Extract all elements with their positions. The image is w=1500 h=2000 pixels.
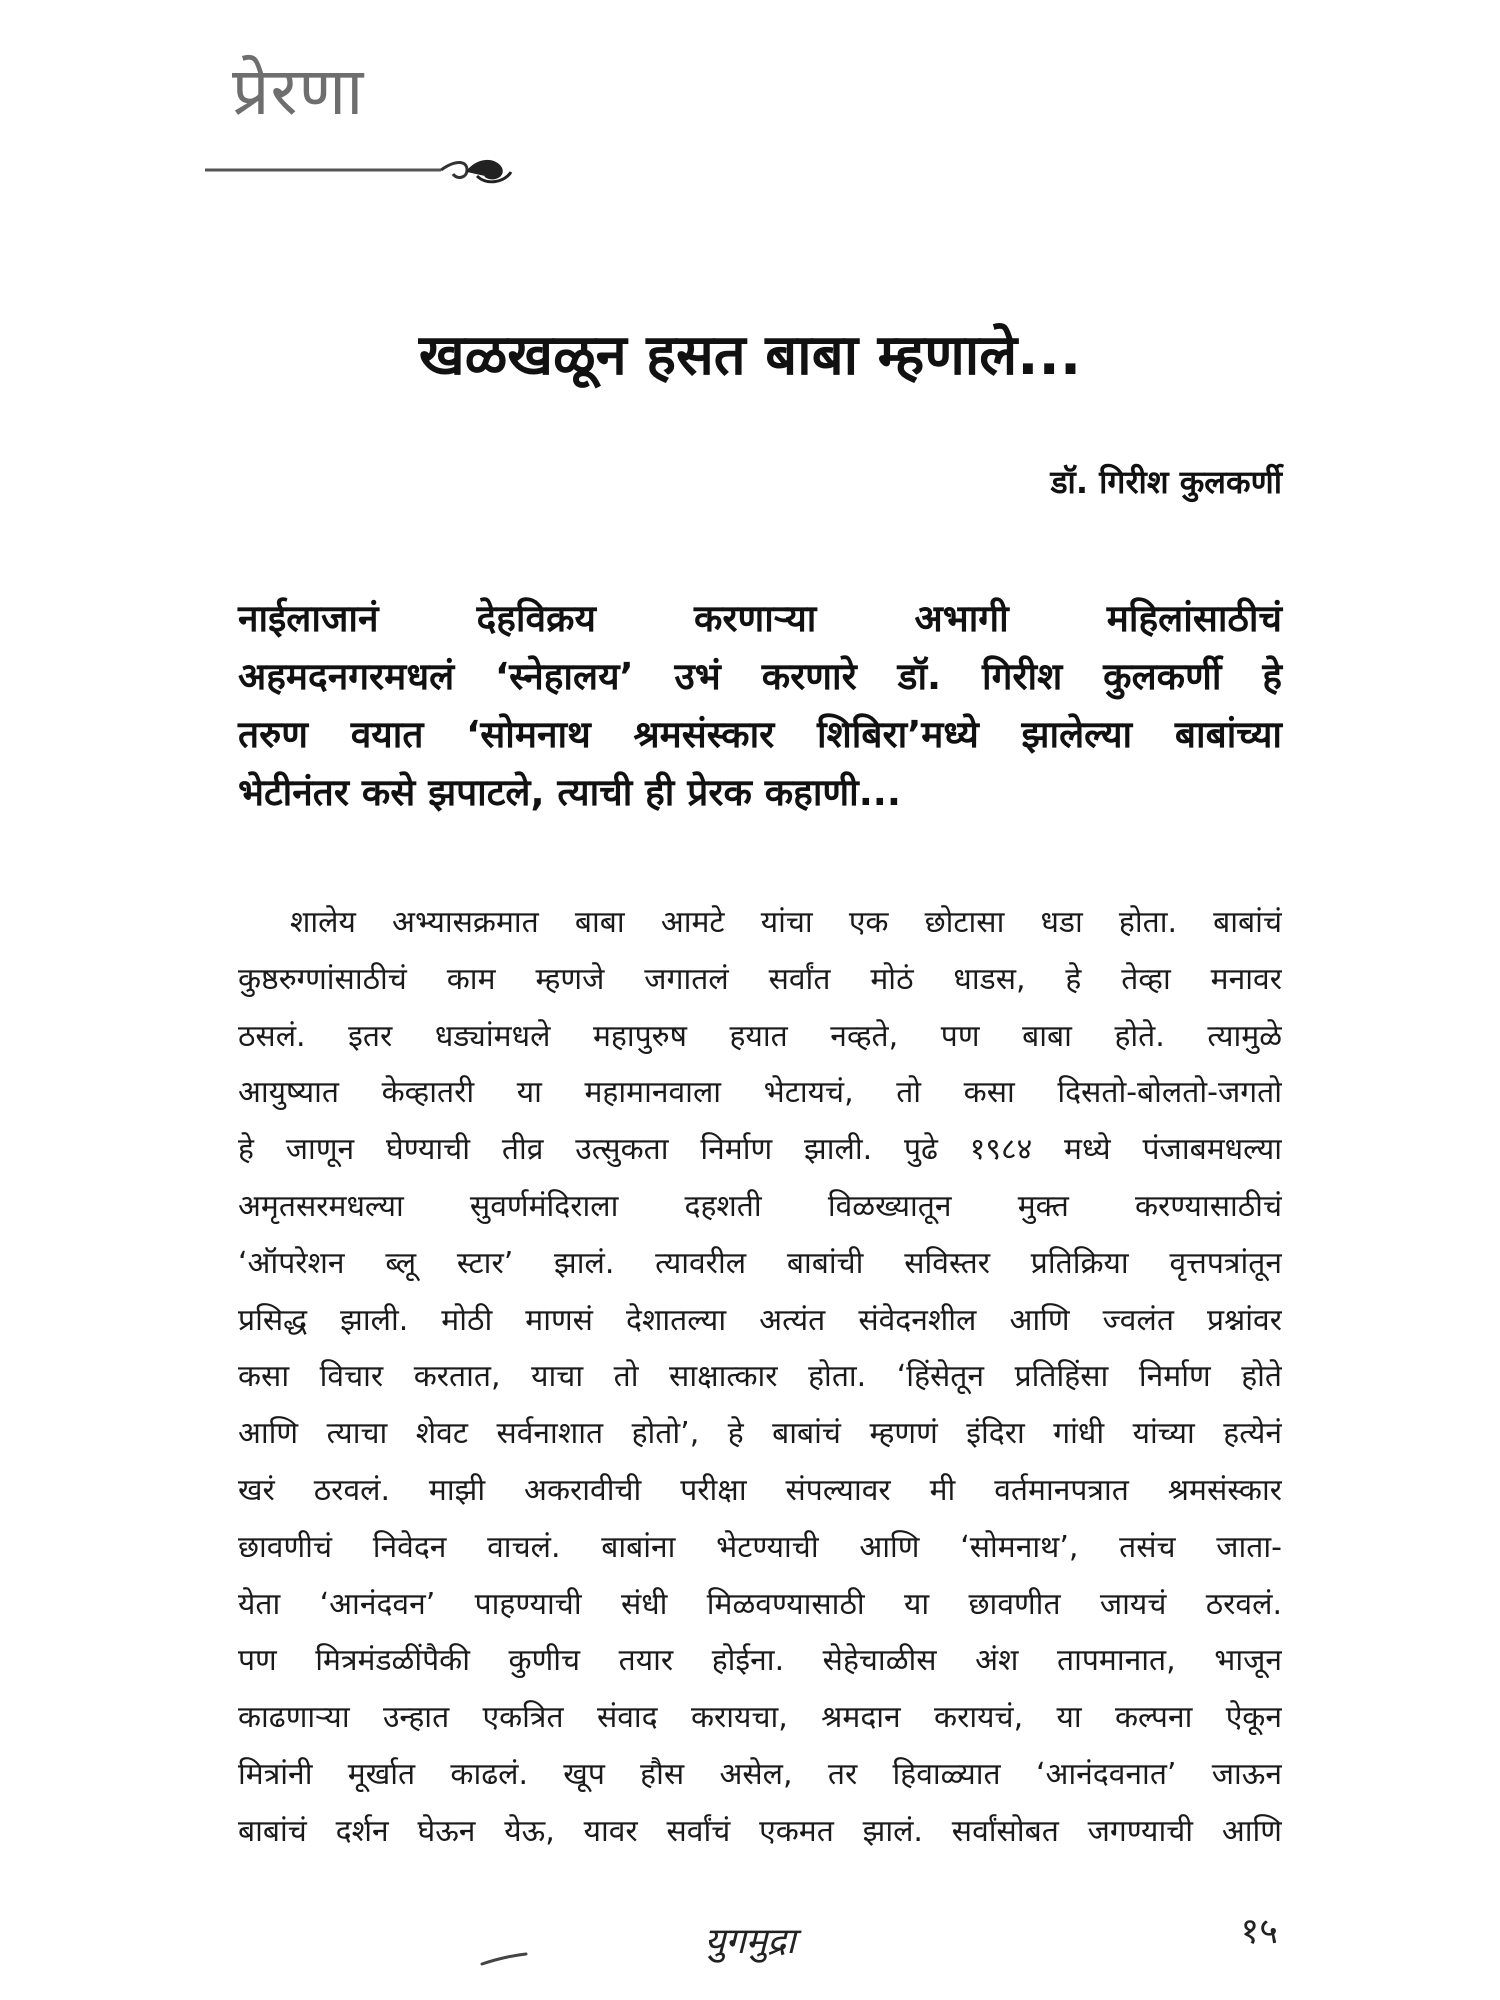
body-line: शालेय अभ्यासक्रमात बाबा आमटे यांचा एक छोटासा धडा होता. बाबांचं [290,905,1282,940]
body-line: ठसलं. इतर धड्यांमधले महापुरुष हयात नव्हते, पण बाबा होते. त्यामुळे [238,1018,1282,1054]
section-divider-ornament [205,150,525,190]
body-line: येता ‘आनंदवन’ पाहण्याची संधी मिळवण्यासाठी या छावणीत जायचं ठरवलं. [238,1586,1282,1622]
article-intro [238,590,1282,822]
article-author: डॉ. गिरीश कुलकर्णी [1050,463,1282,501]
intro-line: भेटीनंतर कसे झपाटले, त्याची ही प्रेरक कहाणी... [238,771,901,814]
intro-line: तरुण वयात ‘सोमनाथ श्रमसंस्कार शिबिरा’मध्ये झालेल्या बाबांच्या [238,713,1282,756]
publication-logo: युगमुद्रा [704,1921,796,1962]
body-line: खरं ठरवलं. माझी अकरावीची परीक्षा संपल्यावर मी वर्तमानपत्रात श्रमसंस्कार [238,1472,1282,1508]
intro-line: नाईलाजानं देहविक्रय करणाऱ्या अभागी महिलांसाठीचं [238,597,1282,640]
body-line: हे जाणून घेण्याची तीव्र उत्सुकता निर्माण झाली. पुढे १९८४ मध्ये पंजाबमधल्या [238,1132,1282,1168]
body-line: मित्रांनी मूर्खात काढलं. खूप हौस असेल, तर हिवाळ्यात ‘आनंदवनात’ जाऊन [238,1756,1282,1792]
body-line: कसा विचार करतात, याचा तो साक्षात्कार होता. ‘हिंसेतून प्रतिहिंसा निर्माण होते [238,1359,1282,1395]
body-line: आयुष्यात केव्हातरी या महामानवाला भेटायचं, तो कसा दिसतो-बोलतो-जगतो [238,1075,1282,1111]
intro-line: अहमदनगरमधलं ‘स्नेहालय’ उभं करणारे डॉ. गिरीश कुलकर्णी हे [238,655,1282,698]
article-title: खळखळून हसत बाबा म्हणाले... [418,323,1082,388]
body-line: पण मित्रमंडळींपैकी कुणीच तयार होईना. सेहेचाळीस अंश तापमानात, भाजून [238,1643,1282,1679]
page-number: १५ [1240,1911,1278,1952]
body-line: काढणाऱ्या उन्हात एकत्रित संवाद करायचा, श्रमदान करायचं, या कल्पना ऐकून [238,1700,1282,1736]
body-line: ‘ऑपरेशन ब्लू स्टार’ झालं. त्यावरील बाबांची सविस्तर प्रतिक्रिया वृत्तपत्रांतून [238,1245,1282,1281]
body-line: कुष्ठरुग्णांसाठीचं काम म्हणजे जगातलं सर्वांत मोठं धाडस, हे तेव्हा मनावर [238,961,1282,997]
section-label: प्रेरणा [232,53,365,130]
article-body [238,895,1282,1861]
body-line: प्रसिद्ध झाली. मोठी माणसं देशातल्या अत्यंत संवेदनशील आणि ज्वलंत प्रश्नांवर [238,1302,1282,1338]
body-line: बाबांचं दर्शन घेऊन येऊ, यावर सर्वांचं एकमत झालं. सर्वांसोबत जगण्याची आणि [238,1813,1282,1849]
body-line: आणि त्याचा शेवट सर्वनाशात होतो’, हे बाबांचं म्हणणं इंदिरा गांधी यांच्या हत्येनं [238,1416,1282,1452]
body-line: छावणीचं निवेदन वाचलं. बाबांना भेटण्याची आणि ‘सोमनाथ’, तसंच जाता- [238,1529,1282,1565]
body-line: अमृतसरमधल्या सुवर्णमंदिराला दहशती विळख्यातून मुक्त करण्यासाठीचं [238,1188,1282,1224]
